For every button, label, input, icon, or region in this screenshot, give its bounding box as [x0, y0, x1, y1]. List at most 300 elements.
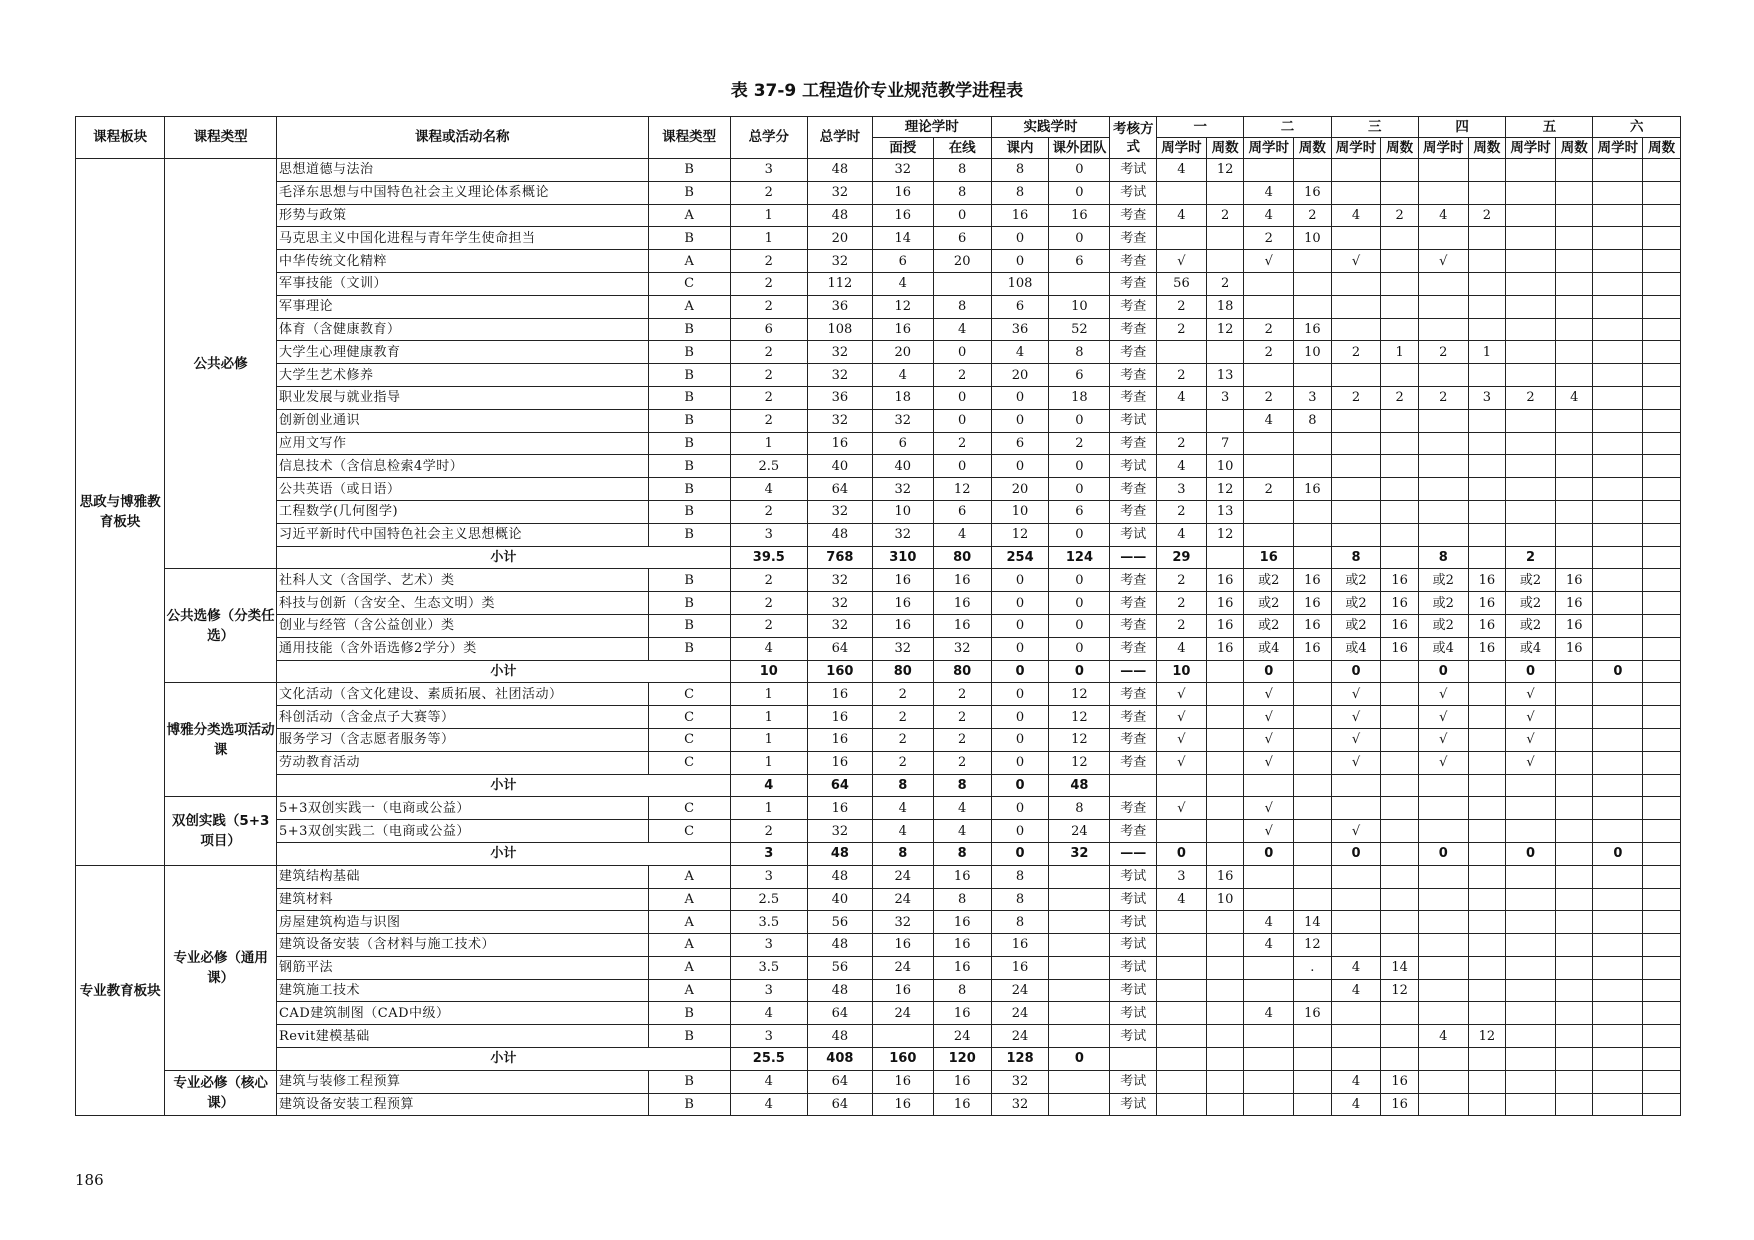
table-cell [1381, 865, 1419, 888]
subtotal-cell: 48 [1049, 774, 1110, 797]
table-cell: 8 [1294, 409, 1332, 432]
table-cell [1331, 865, 1381, 888]
table-cell [1643, 204, 1681, 227]
table-cell: 12 [1049, 751, 1110, 774]
table-cell: B [648, 318, 730, 341]
table-cell: 16 [872, 979, 933, 1002]
table-cell [1418, 911, 1468, 934]
table-cell [1294, 728, 1332, 751]
table-row [76, 409, 1681, 432]
table-cell: 16 [1468, 614, 1506, 637]
table-cell: 16 [1468, 569, 1506, 592]
table-cell: √ [1157, 683, 1207, 706]
table-cell: 12 [1206, 478, 1244, 501]
header-semester: 四 [1418, 117, 1505, 138]
subtotal-cell [1381, 774, 1419, 797]
table-cell: 64 [807, 1070, 872, 1093]
table-cell: 32 [807, 614, 872, 637]
table-cell: 16 [1381, 569, 1419, 592]
table-cell: 6 [1049, 364, 1110, 387]
table-cell: B [648, 1025, 730, 1048]
table-cell [1643, 569, 1681, 592]
table-cell [1555, 455, 1593, 478]
table-cell [872, 1025, 933, 1048]
subtotal-cell: 4 [730, 774, 807, 797]
subtotal-cell: 128 [991, 1048, 1049, 1071]
table-cell: 考试 [1110, 455, 1157, 478]
subtotal-cell: 768 [807, 546, 872, 569]
table-cell: 2.5 [730, 888, 807, 911]
subtotal-label: 小计 [276, 546, 730, 569]
table-cell [1643, 683, 1681, 706]
table-cell [1643, 1093, 1681, 1116]
table-cell: 16 [991, 934, 1049, 957]
subtotal-cell: 310 [872, 546, 933, 569]
table-cell: 48 [807, 979, 872, 1002]
table-cell: 考查 [1110, 592, 1157, 615]
table-cell [1593, 820, 1643, 843]
table-cell [1468, 1093, 1506, 1116]
table-row [76, 820, 1681, 843]
table-cell: 56 [807, 911, 872, 934]
course-name: 房屋建筑构造与识图 [276, 911, 648, 934]
table-cell [1206, 751, 1244, 774]
subtotal-cell [1593, 546, 1643, 569]
table-cell [1294, 295, 1332, 318]
table-cell [1555, 888, 1593, 911]
table-cell [1294, 865, 1332, 888]
table-body [76, 159, 1681, 1116]
table-cell: 考试 [1110, 1002, 1157, 1025]
table-row [76, 706, 1681, 729]
table-cell [1331, 272, 1381, 295]
table-cell: 0 [1049, 181, 1110, 204]
table-cell: 16 [991, 204, 1049, 227]
table-cell: 18 [1049, 386, 1110, 409]
table-cell [1593, 386, 1643, 409]
subtotal-cell [1381, 546, 1419, 569]
table-cell [1555, 181, 1593, 204]
table-cell [1206, 706, 1244, 729]
table-cell: C [648, 706, 730, 729]
table-cell [1468, 751, 1506, 774]
table-cell: √ [1418, 683, 1468, 706]
subtotal-cell: 0 [991, 774, 1049, 797]
table-cell: 20 [807, 227, 872, 250]
table-cell: 24 [872, 956, 933, 979]
table-row [76, 728, 1681, 751]
header-week-count: 周数 [1643, 138, 1681, 159]
table-cell: √ [1418, 728, 1468, 751]
table-cell [1643, 614, 1681, 637]
table-cell [1418, 820, 1468, 843]
table-cell [1643, 523, 1681, 546]
table-cell [1506, 820, 1556, 843]
table-row [76, 227, 1681, 250]
table-cell: 16 [1555, 637, 1593, 660]
table-cell [1643, 272, 1681, 295]
table-cell: 4 [1244, 934, 1294, 957]
table-cell [1331, 227, 1381, 250]
table-cell: 12 [1049, 706, 1110, 729]
table-cell: 36 [991, 318, 1049, 341]
table-cell: 16 [807, 728, 872, 751]
table-row [76, 478, 1681, 501]
table-cell [1643, 728, 1681, 751]
table-cell: 考试 [1110, 888, 1157, 911]
page-title: 表 37-9 工程造价专业规范教学进程表 [730, 81, 1024, 101]
table-cell: 4 [1157, 455, 1207, 478]
table-cell: 32 [807, 364, 872, 387]
table-cell: 0 [991, 250, 1049, 273]
table-cell: 2 [1157, 432, 1207, 455]
table-cell: 2.5 [730, 455, 807, 478]
table-cell [1506, 432, 1556, 455]
subtotal-cell: 0 [1506, 842, 1556, 865]
table-cell [1643, 888, 1681, 911]
course-category: 公共必修 [165, 159, 277, 569]
table-cell [1468, 728, 1506, 751]
course-category: 双创实践（5+3项目） [165, 797, 277, 865]
subtotal-cell [1294, 1048, 1332, 1071]
table-cell: √ [1157, 250, 1207, 273]
table-row [76, 1070, 1681, 1093]
table-cell [1418, 318, 1468, 341]
table-cell [1643, 797, 1681, 820]
table-cell: 2 [872, 751, 933, 774]
table-cell: 或2 [1331, 569, 1381, 592]
table-cell: 16 [1555, 569, 1593, 592]
table-row [76, 523, 1681, 546]
header-course-name: 课程或活动名称 [276, 117, 648, 159]
table-cell: 12 [1468, 1025, 1506, 1048]
subtotal-cell: 408 [807, 1048, 872, 1071]
table-cell [1593, 751, 1643, 774]
subtotal-row [76, 1048, 1681, 1071]
table-cell [1244, 888, 1294, 911]
table-cell: 3 [730, 1025, 807, 1048]
table-cell: √ [1244, 797, 1294, 820]
subtotal-cell: 48 [807, 842, 872, 865]
table-cell: 64 [807, 1093, 872, 1116]
table-cell: 16 [1049, 204, 1110, 227]
table-cell [1294, 797, 1332, 820]
table-cell [1244, 159, 1294, 182]
table-row [76, 865, 1681, 888]
table-cell: 考查 [1110, 614, 1157, 637]
table-cell: 16 [933, 1093, 991, 1116]
table-cell [1593, 523, 1643, 546]
subtotal-cell: 8 [872, 842, 933, 865]
table-row [76, 614, 1681, 637]
table-cell [1418, 432, 1468, 455]
table-cell [1593, 250, 1643, 273]
table-cell: 或2 [1506, 614, 1556, 637]
course-name: Revit建模基础 [276, 1025, 648, 1048]
table-cell [1331, 181, 1381, 204]
table-cell: 6 [872, 250, 933, 273]
table-cell: 2 [1418, 341, 1468, 364]
subtotal-cell [1381, 1048, 1419, 1071]
subtotal-cell [1506, 774, 1556, 797]
subtotal-cell [1331, 774, 1381, 797]
table-cell: √ [1506, 683, 1556, 706]
table-cell: 4 [872, 797, 933, 820]
table-cell: 6 [933, 500, 991, 523]
table-cell [1506, 295, 1556, 318]
table-cell [1468, 1070, 1506, 1093]
table-cell: 32 [807, 500, 872, 523]
table-cell: 2 [933, 432, 991, 455]
table-cell: √ [1157, 751, 1207, 774]
table-cell: 48 [807, 523, 872, 546]
table-row [76, 455, 1681, 478]
table-cell: 4 [1157, 159, 1207, 182]
table-cell: 48 [807, 204, 872, 227]
table-cell: 16 [933, 934, 991, 957]
subtotal-cell [1643, 660, 1681, 683]
table-cell: 16 [933, 1002, 991, 1025]
table-cell: 3 [1206, 386, 1244, 409]
table-cell [1157, 181, 1207, 204]
table-cell: A [648, 888, 730, 911]
table-cell: 考查 [1110, 295, 1157, 318]
table-cell: 16 [1206, 569, 1244, 592]
table-row [76, 592, 1681, 615]
table-cell: 考查 [1110, 272, 1157, 295]
table-cell: √ [1244, 706, 1294, 729]
table-cell: 考查 [1110, 751, 1157, 774]
table-cell [1555, 1070, 1593, 1093]
table-cell: 2 [730, 386, 807, 409]
table-cell: A [648, 865, 730, 888]
header-class-type: 课程类型 [648, 117, 730, 159]
subtotal-cell [1294, 660, 1332, 683]
table-cell [1643, 500, 1681, 523]
table-cell: 12 [1206, 523, 1244, 546]
table-cell: A [648, 295, 730, 318]
subtotal-cell [1555, 660, 1593, 683]
table-cell [1593, 865, 1643, 888]
table-cell [1643, 295, 1681, 318]
header-practice: 实践学时 [991, 117, 1110, 138]
table-cell [1206, 820, 1244, 843]
table-cell [1331, 478, 1381, 501]
table-cell: 0 [991, 592, 1049, 615]
table-cell: 8 [933, 979, 991, 1002]
table-cell [1506, 865, 1556, 888]
table-cell: 3 [730, 979, 807, 1002]
table-cell: 3 [1468, 386, 1506, 409]
table-cell: 或4 [1418, 637, 1468, 660]
header-week-hours: 周学时 [1244, 138, 1294, 159]
header-credits: 总学分 [730, 117, 807, 159]
table-cell [1049, 934, 1110, 957]
subtotal-label: 小计 [276, 660, 730, 683]
table-cell: 32 [807, 820, 872, 843]
table-cell [1643, 820, 1681, 843]
table-cell [1331, 432, 1381, 455]
table-cell: √ [1331, 728, 1381, 751]
table-row [76, 979, 1681, 1002]
table-cell [1643, 1070, 1681, 1093]
table-cell: 考试 [1110, 979, 1157, 1002]
table-cell [1593, 956, 1643, 979]
table-cell: 或2 [1331, 592, 1381, 615]
table-cell: 或2 [1418, 614, 1468, 637]
subtotal-cell [1244, 1048, 1294, 1071]
table-cell: 0 [1049, 409, 1110, 432]
table-cell [1049, 956, 1110, 979]
table-cell [1468, 272, 1506, 295]
table-cell: 考查 [1110, 364, 1157, 387]
table-cell: 32 [807, 341, 872, 364]
header-semester: 二 [1244, 117, 1331, 138]
table-cell: 16 [933, 592, 991, 615]
subtotal-cell: 10 [1157, 660, 1207, 683]
table-cell [1593, 432, 1643, 455]
table-cell [1555, 1025, 1593, 1048]
table-cell: 12 [1206, 159, 1244, 182]
table-cell: 3 [730, 865, 807, 888]
table-cell: 0 [1049, 159, 1110, 182]
table-cell: 10 [1206, 888, 1244, 911]
table-cell [1206, 797, 1244, 820]
subtotal-cell [1555, 546, 1593, 569]
table-cell: 4 [730, 637, 807, 660]
table-cell: 或2 [1244, 592, 1294, 615]
table-cell: 1 [730, 797, 807, 820]
table-cell [1206, 1025, 1244, 1048]
table-cell: 48 [807, 865, 872, 888]
table-cell: 或2 [1331, 614, 1381, 637]
table-cell: 16 [807, 751, 872, 774]
table-row [76, 569, 1681, 592]
table-row [76, 159, 1681, 182]
table-cell [1157, 1093, 1207, 1116]
table-cell: 考查 [1110, 820, 1157, 843]
table-cell: 18 [1206, 295, 1244, 318]
table-cell [1294, 1025, 1332, 1048]
subtotal-cell [1593, 1048, 1643, 1071]
table-cell [1468, 683, 1506, 706]
header-semester: 三 [1331, 117, 1418, 138]
subtotal-row [76, 546, 1681, 569]
table-cell: 0 [1049, 637, 1110, 660]
subtotal-cell: 0 [1049, 660, 1110, 683]
table-cell [1468, 706, 1506, 729]
table-cell [1593, 272, 1643, 295]
header-semester: 六 [1593, 117, 1681, 138]
table-cell [1506, 1070, 1556, 1093]
table-row [76, 797, 1681, 820]
subtotal-cell [1294, 842, 1332, 865]
table-cell [1418, 364, 1468, 387]
table-cell: 或2 [1244, 569, 1294, 592]
table-cell [1418, 1002, 1468, 1025]
table-cell [1468, 409, 1506, 432]
table-cell [1555, 159, 1593, 182]
table-cell: 10 [991, 500, 1049, 523]
table-cell [1593, 159, 1643, 182]
table-cell: 1 [1468, 341, 1506, 364]
subtotal-cell: 8 [933, 842, 991, 865]
table-cell: 16 [1294, 181, 1332, 204]
subtotal-cell: 25.5 [730, 1048, 807, 1071]
table-cell [1593, 295, 1643, 318]
table-cell: 2 [1157, 318, 1207, 341]
table-cell: 2 [730, 569, 807, 592]
subtotal-cell: 0 [991, 842, 1049, 865]
header-face: 面授 [872, 138, 933, 159]
table-cell: 1 [730, 227, 807, 250]
course-name: 建筑设备安装工程预算 [276, 1093, 648, 1116]
subtotal-cell: —— [1110, 660, 1157, 683]
table-cell [1593, 1025, 1643, 1048]
table-cell: 4 [1331, 1070, 1381, 1093]
table-cell: 12 [1049, 683, 1110, 706]
table-cell [1555, 409, 1593, 432]
subtotal-cell: 8 [1331, 546, 1381, 569]
table-cell: 108 [807, 318, 872, 341]
header-team: 课外团队 [1049, 138, 1110, 159]
table-cell: 8 [933, 888, 991, 911]
table-cell [1294, 523, 1332, 546]
subtotal-cell [1555, 842, 1593, 865]
table-cell: 20 [991, 364, 1049, 387]
table-cell: 16 [1555, 614, 1593, 637]
table-cell: 2 [872, 728, 933, 751]
table-cell [1468, 979, 1506, 1002]
course-category: 博雅分类选项活动课 [165, 683, 277, 797]
table-cell: 2 [1157, 500, 1207, 523]
table-cell: 4 [730, 1070, 807, 1093]
table-cell: 2 [872, 706, 933, 729]
table-cell: 36 [807, 295, 872, 318]
table-cell [1593, 1070, 1643, 1093]
table-cell [1381, 478, 1419, 501]
course-block: 思政与博雅教育板块 [76, 159, 165, 866]
table-cell: 16 [1294, 478, 1332, 501]
table-cell [1593, 728, 1643, 751]
table-cell: 考查 [1110, 318, 1157, 341]
table-cell: √ [1331, 820, 1381, 843]
subtotal-label: 小计 [276, 842, 730, 865]
table-cell [1418, 500, 1468, 523]
table-cell: 4 [730, 478, 807, 501]
subtotal-cell: 64 [807, 774, 872, 797]
table-cell: 4 [1157, 204, 1207, 227]
table-cell: 40 [807, 455, 872, 478]
table-cell: A [648, 911, 730, 934]
table-cell: 或4 [1331, 637, 1381, 660]
table-cell [1506, 797, 1556, 820]
table-cell [1555, 227, 1593, 250]
table-cell: 32 [872, 478, 933, 501]
subtotal-cell [1506, 1048, 1556, 1071]
table-row [76, 751, 1681, 774]
table-row [76, 204, 1681, 227]
table-cell: 10 [1206, 455, 1244, 478]
table-cell [1157, 1070, 1207, 1093]
table-cell: 0 [991, 797, 1049, 820]
table-cell: 或4 [1244, 637, 1294, 660]
table-cell: B [648, 227, 730, 250]
table-cell: 16 [872, 569, 933, 592]
subtotal-cell: 160 [807, 660, 872, 683]
table-cell: 1 [1381, 341, 1419, 364]
subtotal-cell [1555, 1048, 1593, 1071]
